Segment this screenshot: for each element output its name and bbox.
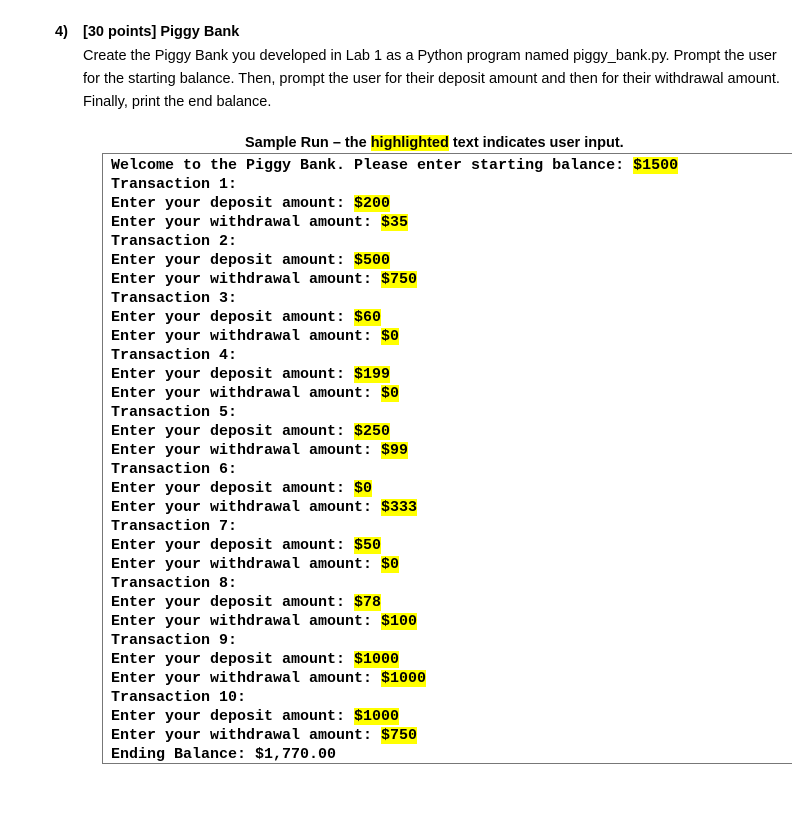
console-user-input: $500 bbox=[354, 252, 391, 269]
console-prompt: Enter your deposit amount: bbox=[111, 537, 355, 554]
console-prompt: Enter your withdrawal amount: bbox=[111, 556, 382, 573]
console-line bbox=[111, 175, 792, 194]
console-prompt: Enter your deposit amount: bbox=[111, 594, 355, 611]
console-prompt: Enter your deposit amount: bbox=[111, 423, 355, 440]
console-prompt: Transaction 7: bbox=[111, 518, 238, 535]
console-user-input: $250 bbox=[354, 423, 391, 440]
console-user-input: $0 bbox=[381, 556, 400, 573]
console-prompt: Enter your deposit amount: bbox=[111, 651, 355, 668]
caption-suffix: text indicates user input. bbox=[448, 135, 624, 151]
sample-run-console bbox=[102, 153, 792, 764]
console-line bbox=[111, 194, 792, 213]
console-line bbox=[111, 289, 792, 308]
console-user-input: $750 bbox=[381, 271, 418, 288]
console-line bbox=[111, 365, 792, 384]
console-prompt: Enter your withdrawal amount: bbox=[111, 499, 382, 516]
console-prompt: Enter your deposit amount: bbox=[111, 309, 355, 326]
console-line bbox=[111, 612, 792, 631]
console-prompt: Transaction 2: bbox=[111, 233, 238, 250]
console-line bbox=[111, 403, 792, 422]
console-user-input: $60 bbox=[354, 309, 382, 326]
console-prompt: Enter your withdrawal amount: bbox=[111, 328, 382, 345]
console-prompt: Transaction 9: bbox=[111, 632, 238, 649]
console-line bbox=[111, 270, 792, 289]
console-prompt: Enter your withdrawal amount: bbox=[111, 214, 382, 231]
console-line bbox=[111, 669, 792, 688]
console-prompt: Enter your withdrawal amount: bbox=[111, 727, 382, 744]
console-prompt: Welcome to the Piggy Bank. Please enter starting balance: bbox=[111, 157, 634, 174]
console-line bbox=[111, 745, 792, 764]
console-prompt: Transaction 5: bbox=[111, 404, 238, 421]
problem-section bbox=[55, 24, 785, 114]
console-user-input: $750 bbox=[381, 727, 418, 744]
console-line bbox=[111, 422, 792, 441]
console-line bbox=[111, 574, 792, 593]
console-user-input: $1500 bbox=[633, 157, 679, 174]
console-line bbox=[111, 631, 792, 650]
problem-title: [30 points] Piggy Bank bbox=[83, 24, 240, 40]
console-line bbox=[111, 536, 792, 555]
console-prompt: Transaction 3: bbox=[111, 290, 238, 307]
caption-highlight: highlighted bbox=[370, 135, 449, 151]
console-line bbox=[111, 555, 792, 574]
console-prompt: Enter your deposit amount: bbox=[111, 366, 355, 383]
problem-heading bbox=[55, 24, 785, 40]
console-user-input: $0 bbox=[354, 480, 373, 497]
console-user-input: $100 bbox=[381, 613, 418, 630]
console-line bbox=[111, 308, 792, 327]
console-user-input: $0 bbox=[381, 328, 400, 345]
sample-run-caption bbox=[245, 135, 624, 151]
console-prompt: Enter your withdrawal amount: bbox=[111, 613, 382, 630]
console-line bbox=[111, 688, 792, 707]
console-user-input: $200 bbox=[354, 195, 391, 212]
console-prompt: Enter your withdrawal amount: bbox=[111, 271, 382, 288]
console-line bbox=[111, 726, 792, 745]
console-prompt: Enter your withdrawal amount: bbox=[111, 670, 382, 687]
console-user-input: $1000 bbox=[381, 670, 427, 687]
console-line bbox=[111, 517, 792, 536]
console-line bbox=[111, 156, 792, 175]
console-line bbox=[111, 213, 792, 232]
console-line bbox=[111, 479, 792, 498]
console-user-input: $1000 bbox=[354, 708, 400, 725]
console-user-input: $0 bbox=[381, 385, 400, 402]
console-prompt: Transaction 6: bbox=[111, 461, 238, 478]
console-line bbox=[111, 441, 792, 460]
console-user-input: $199 bbox=[354, 366, 391, 383]
console-prompt: Transaction 4: bbox=[111, 347, 238, 364]
console-user-input: $1000 bbox=[354, 651, 400, 668]
console-line bbox=[111, 707, 792, 726]
console-user-input: $99 bbox=[381, 442, 409, 459]
console-line bbox=[111, 232, 792, 251]
problem-number: 4) bbox=[55, 24, 68, 40]
console-line bbox=[111, 650, 792, 669]
console-prompt: Transaction 8: bbox=[111, 575, 238, 592]
console-prompt: Enter your deposit amount: bbox=[111, 252, 355, 269]
console-line bbox=[111, 384, 792, 403]
console-line bbox=[111, 346, 792, 365]
console-line bbox=[111, 593, 792, 612]
console-prompt: Ending Balance: $1,770.00 bbox=[111, 746, 337, 763]
console-prompt: Enter your withdrawal amount: bbox=[111, 385, 382, 402]
caption-prefix: Sample Run – the bbox=[245, 135, 371, 151]
console-user-input: $35 bbox=[381, 214, 409, 231]
console-prompt: Enter your deposit amount: bbox=[111, 480, 355, 497]
console-line bbox=[111, 251, 792, 270]
console-user-input: $50 bbox=[354, 537, 382, 554]
console-user-input: $78 bbox=[354, 594, 382, 611]
console-prompt: Transaction 10: bbox=[111, 689, 247, 706]
console-prompt: Enter your deposit amount: bbox=[111, 708, 355, 725]
console-prompt: Transaction 1: bbox=[111, 176, 238, 193]
console-line bbox=[111, 498, 792, 517]
problem-description: Create the Piggy Bank you developed in Lab 1 as a Python program named piggy_bank.py. Prompt the user for the starting balance. Then, prompt the user for their deposit amount and then for their withdrawal amount. Finally, print the end balance. bbox=[83, 48, 780, 110]
console-line bbox=[111, 327, 792, 346]
console-line bbox=[111, 460, 792, 479]
console-prompt: Enter your withdrawal amount: bbox=[111, 442, 382, 459]
console-prompt: Enter your deposit amount: bbox=[111, 195, 355, 212]
console-user-input: $333 bbox=[381, 499, 418, 516]
